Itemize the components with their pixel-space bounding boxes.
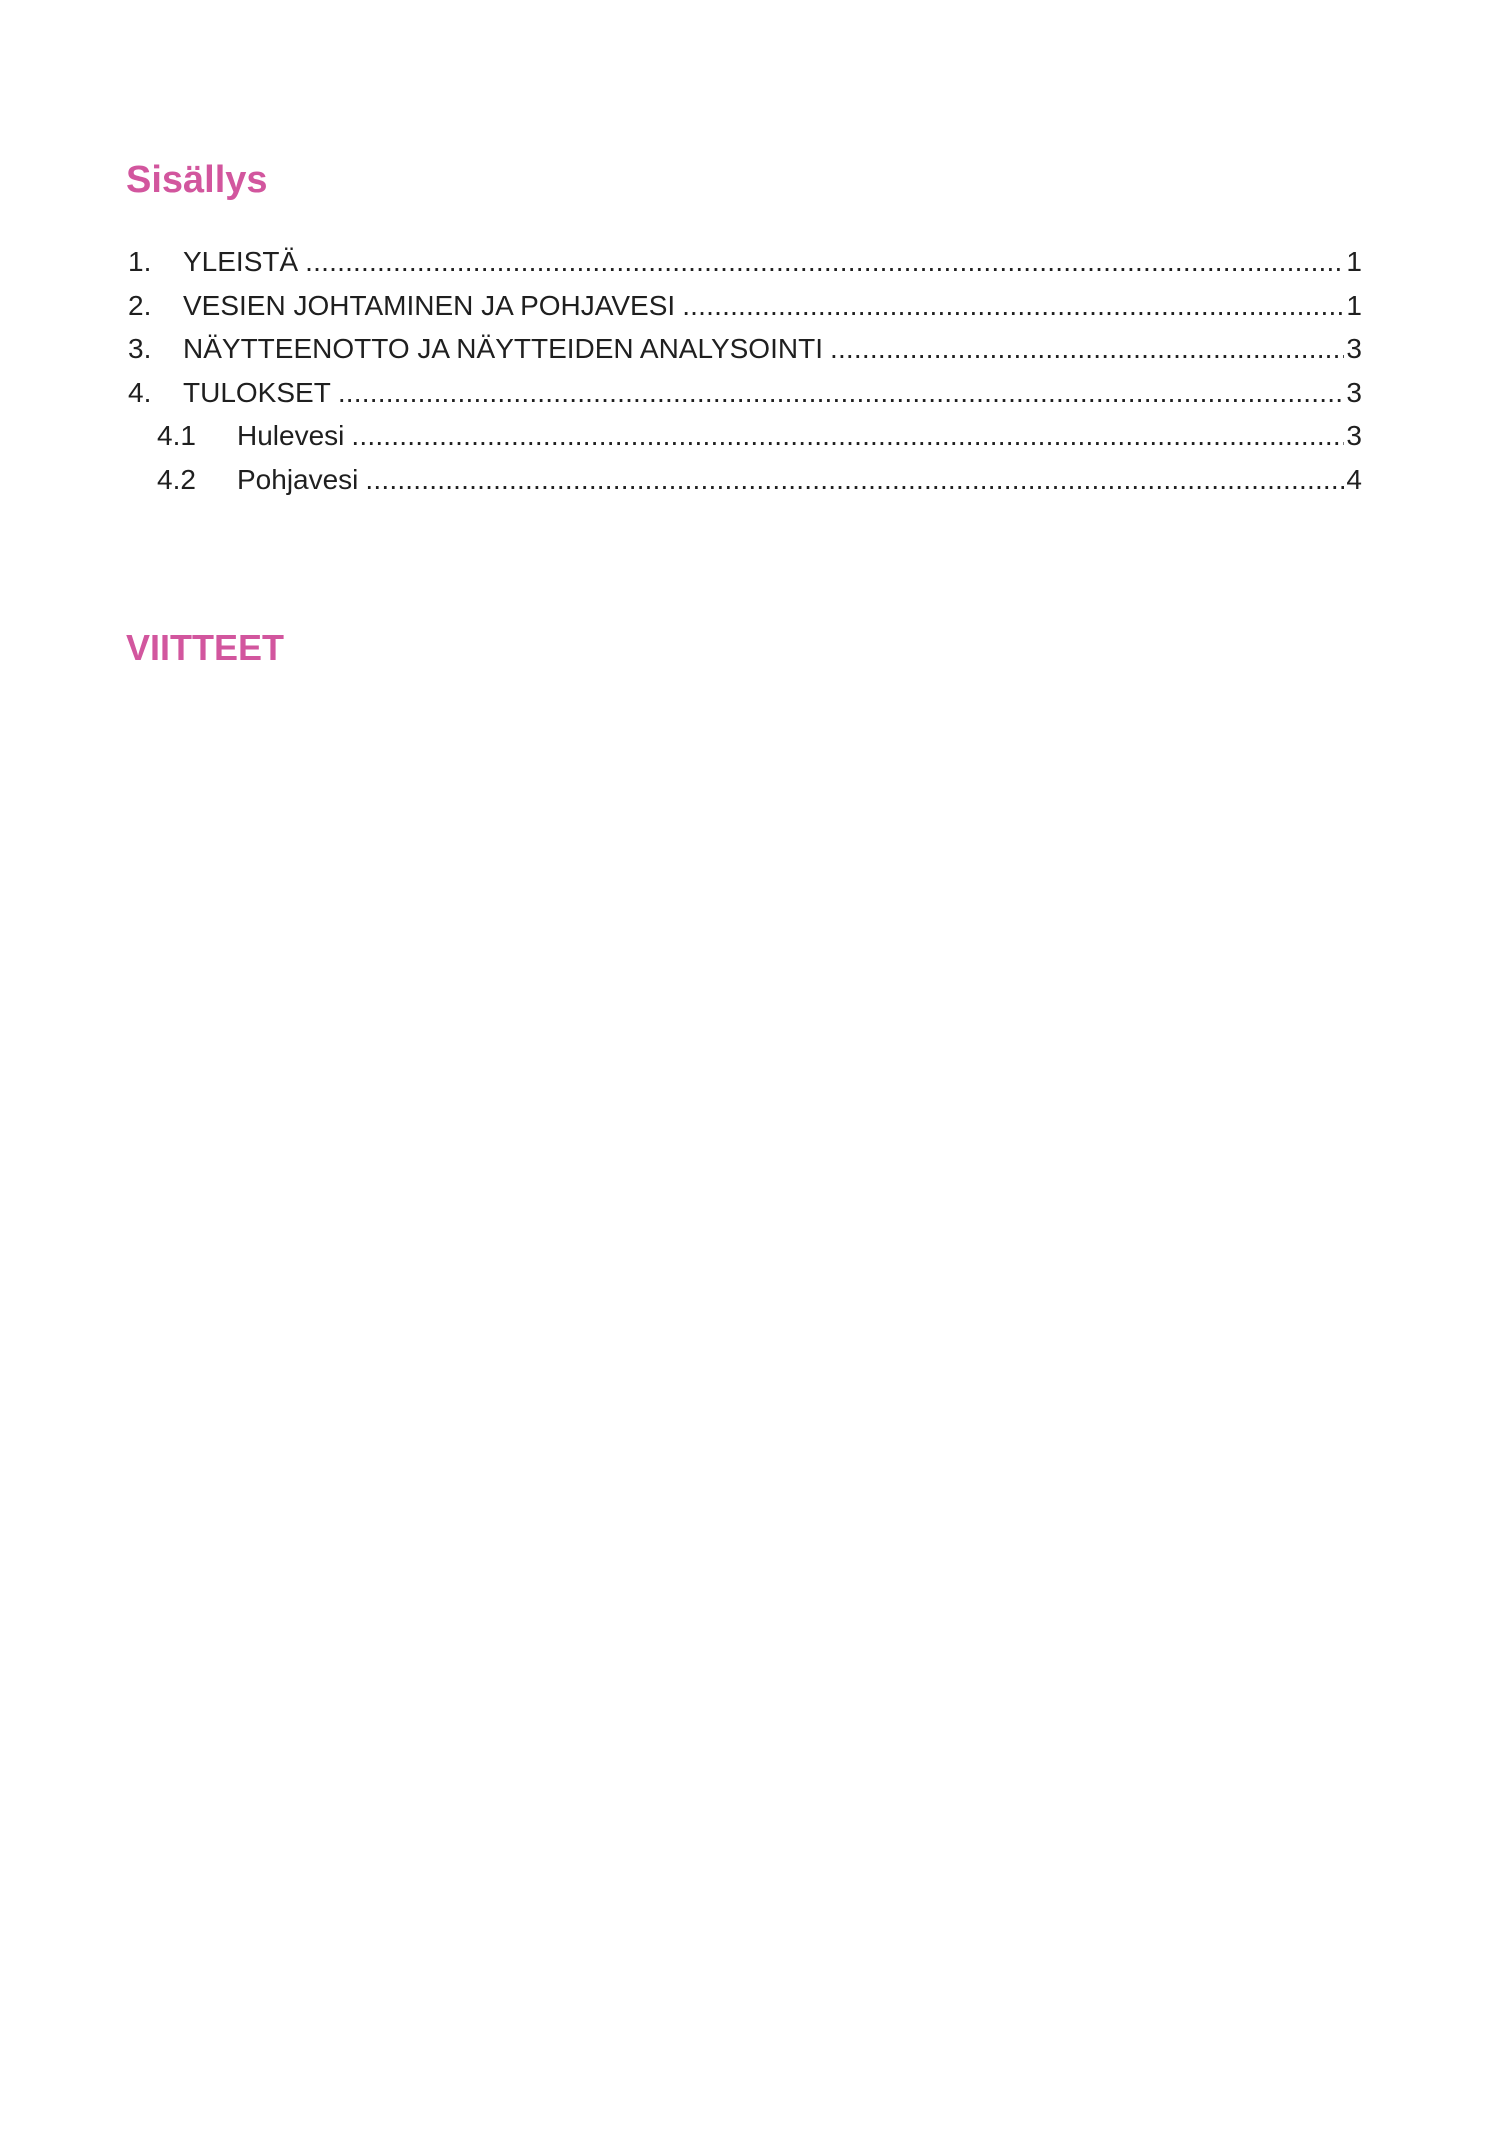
toc-entry-number: 4.1 — [157, 420, 196, 452]
toc-entry-page-number: 1 — [1346, 246, 1362, 277]
toc-entry[interactable] — [128, 284, 1362, 328]
toc-list — [128, 240, 1362, 502]
toc-leader-dots — [682, 284, 1344, 328]
toc-entry[interactable] — [128, 240, 1362, 284]
toc-leader-dots — [351, 414, 1344, 458]
toc-entry-number: 4.2 — [157, 463, 196, 495]
toc-entry-page-number: 3 — [1346, 376, 1362, 408]
toc-entry-title: TULOKSET — [183, 376, 331, 408]
toc-entry-title: Hulevesi — [237, 420, 345, 452]
toc-leader-dots — [305, 240, 1344, 284]
references-heading: VIITTEET — [126, 627, 285, 668]
toc-entry-title: Pohjavesi — [237, 463, 359, 495]
toc-entry-number: 2. — [128, 289, 152, 321]
toc-entry-page-number: 4 — [1346, 463, 1362, 495]
toc-entry-page-number: 1 — [1346, 289, 1362, 321]
toc-entry-page-number: 3 — [1346, 333, 1362, 365]
toc-leader-dots — [830, 327, 1344, 371]
toc-entry[interactable] — [128, 371, 1362, 415]
toc-entry[interactable] — [128, 458, 1362, 502]
toc-entry-title: VESIEN JOHTAMINEN JA POHJAVESI — [183, 289, 676, 321]
toc-entry-page-number: 3 — [1346, 420, 1362, 452]
toc-entry-title: YLEISTÄ — [183, 246, 299, 277]
toc-entry-number: 3. — [128, 333, 152, 365]
toc-entry[interactable] — [128, 327, 1362, 371]
toc-entry-title: NÄYTTEENOTTO JA NÄYTTEIDEN ANALYSOINTI — [183, 333, 823, 365]
toc-leader-dots — [365, 458, 1344, 502]
toc-leader-dots — [338, 371, 1345, 415]
toc-entry-number: 1. — [128, 246, 152, 277]
toc-entry[interactable] — [128, 414, 1362, 458]
toc-entry-number: 4. — [128, 376, 152, 408]
toc-heading: Sisällys — [126, 159, 268, 201]
